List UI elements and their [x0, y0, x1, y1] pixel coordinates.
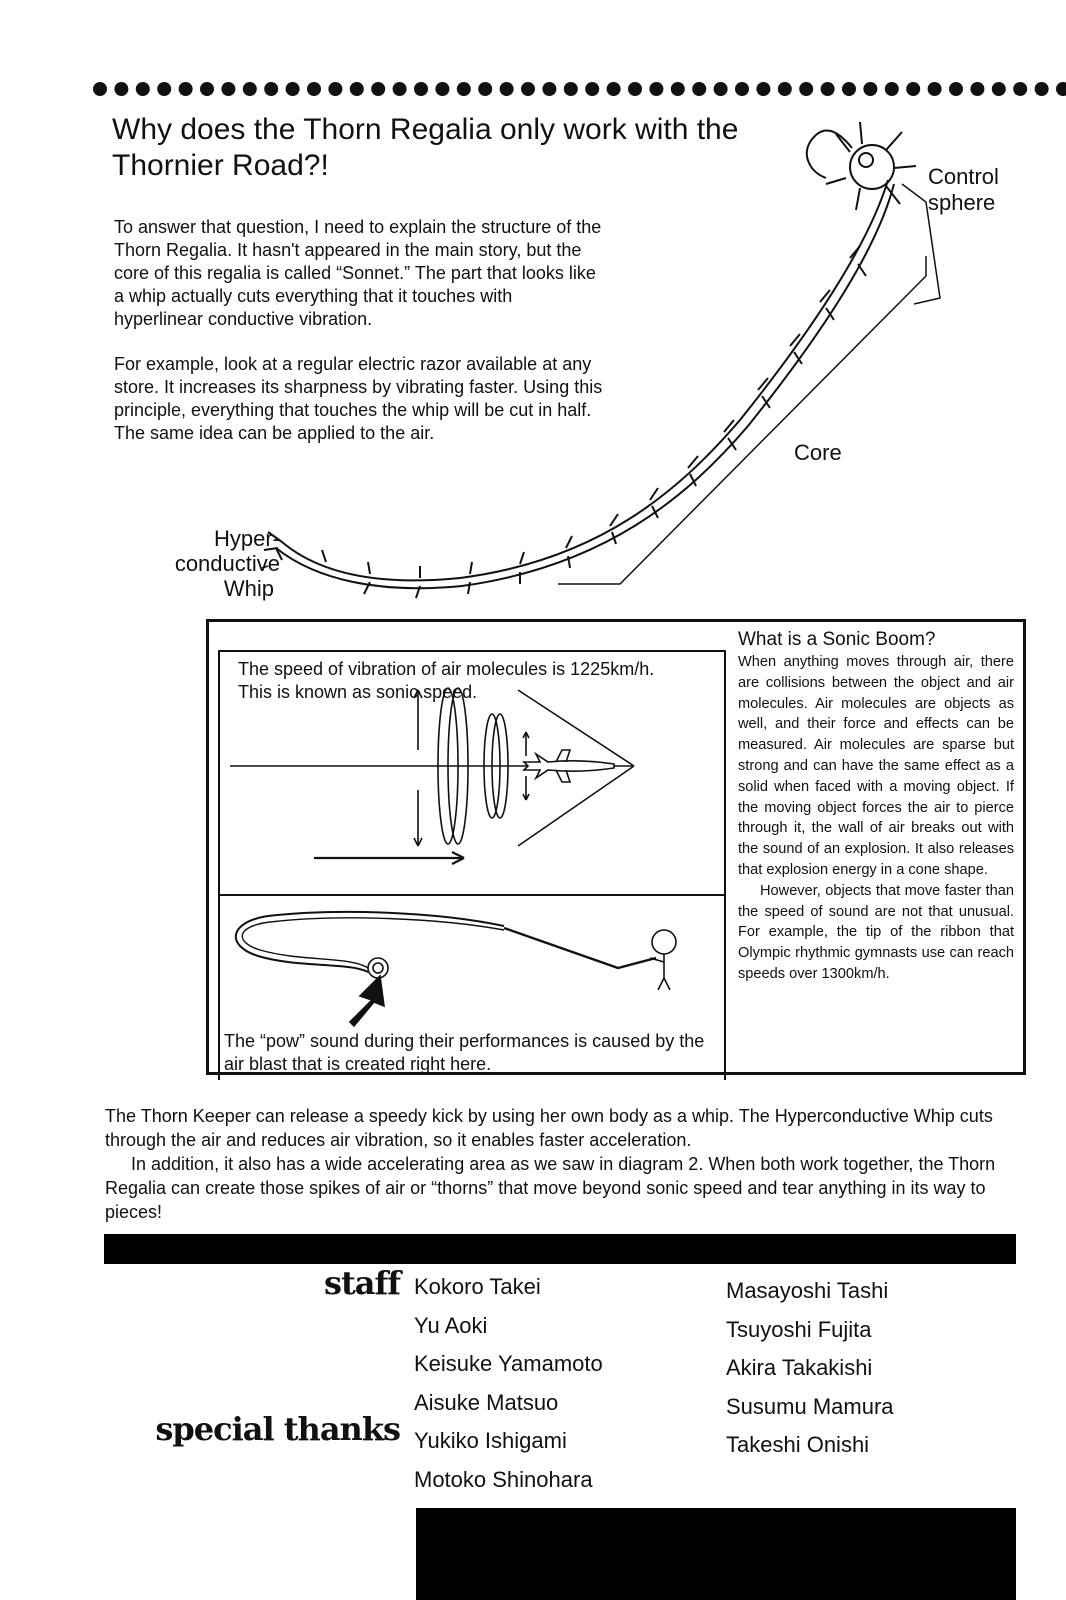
credit-name: Keisuke Yamamoto [414, 1351, 603, 1376]
credits-top-bar [104, 1234, 1016, 1264]
border-dot [457, 82, 471, 96]
whip-label [162, 526, 280, 601]
credits-bottom-bar [416, 1508, 1016, 1600]
credit-name: Takeshi Onishi [726, 1432, 870, 1457]
border-dot [970, 82, 984, 96]
border-dot [1013, 82, 1027, 96]
border-dot [1056, 82, 1066, 96]
border-dot [243, 82, 257, 96]
whip-label-line: Hyper- [213, 526, 280, 551]
border-dot [264, 82, 278, 96]
border-dot [478, 82, 492, 96]
credit-name: Aisuke Matsuo [414, 1389, 559, 1415]
border-dot [286, 82, 300, 96]
border-dot [521, 82, 535, 96]
border-dot [435, 82, 449, 96]
border-dot [350, 82, 364, 96]
border-dot [179, 82, 193, 96]
staff-heading: staff [323, 1264, 400, 1302]
core-drawing [282, 180, 888, 580]
border-dot [778, 82, 792, 96]
explanation-paragraph: In addition, it also has a wide accelerating area as we saw in diagram 2. When both work together, the Thorn Regalia can create those spikes of air or “thorns” that move beyond sonic speed and tear anything in its way to pieces! [105, 1154, 996, 1222]
border-dot [500, 82, 514, 96]
motion-arrow [314, 852, 464, 864]
explanation-text [105, 1104, 1020, 1224]
core-label: Core [794, 440, 842, 465]
border-dot [885, 82, 899, 96]
border-dot [906, 82, 920, 96]
border-dot [371, 82, 385, 96]
credit-name: Susumu Mamura [726, 1393, 894, 1419]
sonic-boom-text [738, 652, 1014, 985]
sonic-boom-paragraph: When anything moves through air, there are collisions between the object and air molecules. Air molecules are objects as well, and their force and effects can be measured. Air molecules are sparse but strong and can have the same effect as a solid when faced with a moving object. If the moving object forces the air to pierce through it, the wall of air breaks out with the sound of an explosion. It also releases that explosion energy in a cone shape. [738, 654, 1014, 878]
border-dot [628, 82, 642, 96]
border-dot [114, 82, 128, 96]
border-dot [949, 82, 963, 96]
border-dot [221, 82, 235, 96]
border-dot [842, 82, 856, 96]
credit-name: Yukiko Ishigami [414, 1428, 567, 1453]
page-title: Why does the Thorn Regalia only work with the Thornier Road?! [112, 113, 739, 182]
whip-label-line: Whip [223, 576, 274, 601]
sonic-speed-caption: The speed of vibration of air molecules is 1225km/h. This is known as sonic speed. [238, 659, 655, 702]
credit-name: Tsuyoshi Fujita [726, 1316, 872, 1342]
jet-drawing [524, 754, 614, 778]
border-dot [714, 82, 728, 96]
border-dot [992, 82, 1006, 96]
border-dot [328, 82, 342, 96]
border-dot [564, 82, 578, 96]
border-dot [542, 82, 556, 96]
explanation-paragraph: The Thorn Keeper can release a speedy kick by using her own body as a whip. The Hyperconductive Whip cuts through the air and reduces air vibration, so it enables faster acceleration. [105, 1106, 993, 1150]
border-dot [649, 82, 663, 96]
pow-sound-caption: The “pow” sound during their performances is caused by the air blast that is created right here. [224, 1031, 705, 1074]
credit-name: Motoko Shinohara [414, 1466, 593, 1492]
sonic-boom-paragraph: However, objects that move faster than the speed of sound are not that unusual. For example, the tip of the ribbon that Olympic rhythmic gymnasts use can reach speeds over 1300km/h. [738, 882, 1014, 982]
border-dot [200, 82, 214, 96]
border-dot [157, 82, 171, 96]
credit-name: Yu Aoki [414, 1312, 488, 1338]
gymnast-head [652, 930, 676, 954]
border-dot [821, 82, 835, 96]
border-dot [928, 82, 942, 96]
control-sphere-label [928, 164, 1018, 216]
credit-name: Kokoro Takei [414, 1274, 541, 1299]
control-sphere-text: Control sphere [928, 164, 999, 215]
border-dot [671, 82, 685, 96]
credit-name: Akira Takakishi [726, 1355, 873, 1380]
border-dot [607, 82, 621, 96]
border-dot [585, 82, 599, 96]
credit-name: Masayoshi Tashi [726, 1278, 889, 1303]
intro-paragraph: For example, look at a regular electric razor available at any store. It increases its sharpness by vibrating faster. Using this principle, everything that touches the whip will be cut in half. The same idea can be applied to the air. [114, 354, 603, 443]
sonic-speed-diagram [218, 650, 726, 1080]
border-dot [307, 82, 321, 96]
credits-names-right [726, 1272, 894, 1465]
border-dot [393, 82, 407, 96]
special-thanks-heading: special thanks [155, 1410, 400, 1448]
whip-label-line: conductive [174, 551, 280, 576]
border-dot [735, 82, 749, 96]
border-dot [1035, 82, 1049, 96]
border-dot [756, 82, 770, 96]
border-dot [799, 82, 813, 96]
thorn-regalia-illustration [0, 110, 1066, 610]
border-dot [93, 82, 107, 96]
sonic-boom-title: What is a Sonic Boom? [738, 629, 936, 650]
dotted-border [88, 76, 1066, 102]
border-dot [863, 82, 877, 96]
border-dot [136, 82, 150, 96]
pointer-arrow [350, 976, 384, 1026]
border-dot [414, 82, 428, 96]
border-dot [692, 82, 706, 96]
intro-paragraph: To answer that question, I need to explain the structure of the Thorn Regalia. It hasn't appeared in the main story, but the core of this regalia is called “Sonnet.” The part that looks like a whip actually cuts everything that it touches with hyperlinear conductive vibration. [114, 217, 602, 329]
credits-names-left [414, 1268, 603, 1499]
